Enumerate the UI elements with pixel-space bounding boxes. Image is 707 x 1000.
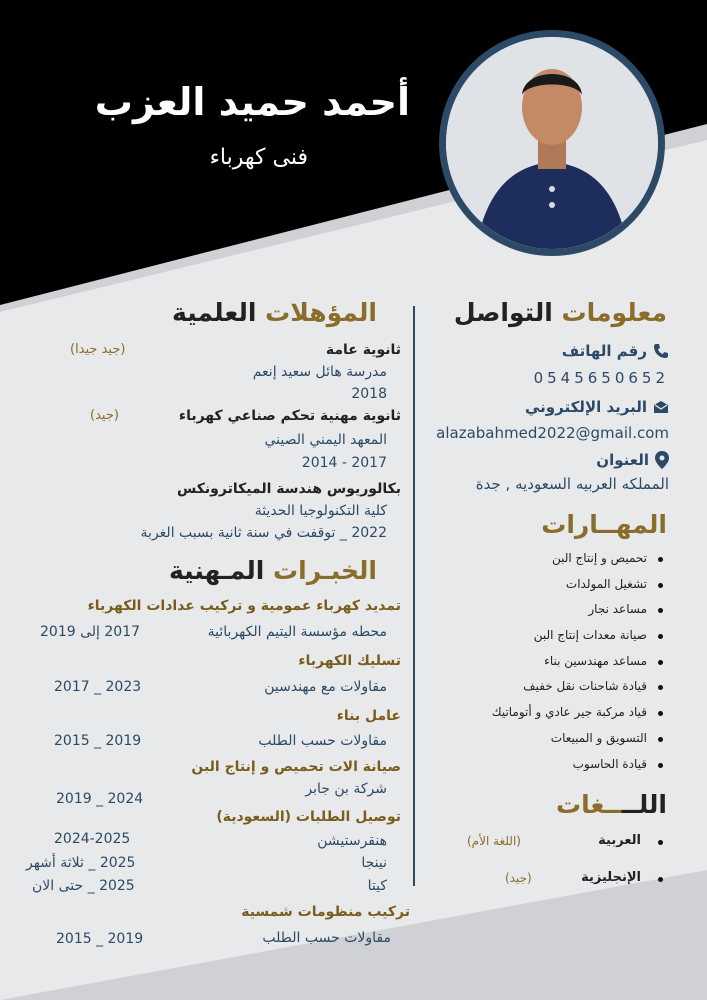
skills-title-part: ـارات (541, 510, 608, 539)
experience-title-part: الخبـرات (273, 556, 377, 585)
qualification-note: 2022 _ توقفت في سنة ثانية بسبب الغربة (140, 525, 387, 541)
qualification-title: بكالوريوس هندسة الميكاترونكس (176, 481, 401, 497)
languages-title-part: اللــ (621, 790, 667, 819)
languages-title-part: ــغات (556, 790, 622, 819)
phone-row (562, 342, 669, 360)
experience-employer: نينجا (361, 855, 387, 871)
profile-photo (439, 30, 665, 256)
experience-date: 2024-2025 (54, 831, 131, 847)
languages-section-title (556, 790, 667, 819)
experience-employer: مقاولات حسب الطلب (262, 930, 391, 946)
experience-date: 2015 _ 2019 (54, 733, 142, 749)
skill-item: تحميص و إنتاج البن (457, 546, 667, 572)
column-divider (413, 306, 415, 886)
experience-section-title (169, 556, 377, 585)
phone-number: 0545650652 (533, 369, 669, 387)
email-row (525, 398, 669, 416)
qualification-grade: (جيد جيدا) (70, 342, 126, 357)
experience-title: تسليك الكهرباء (298, 653, 401, 669)
experience-employer: هنقرستيشن (317, 833, 387, 849)
experience-employer: مقاولات حسب الطلب (258, 733, 387, 749)
experience-title-part: المـهنية (168, 556, 265, 585)
language-name: الإنجليزية (581, 870, 641, 885)
skill-item: قيادة الحاسوب (457, 752, 667, 778)
person-avatar-icon (446, 37, 658, 249)
language-name: العربية (598, 833, 641, 848)
contact-section-title (454, 298, 667, 327)
experience-employer: كيتا (367, 878, 387, 894)
language-level: (اللغة الأم) (467, 834, 521, 848)
skill-item: قيادة شاحنات نقل خفيف (457, 674, 667, 700)
experience-date: 2017 إلى 2019 (40, 624, 141, 640)
phone-icon (653, 343, 669, 359)
skills-section-title (541, 510, 667, 539)
address-value: المملكه العربيه السعوديه , جدة (475, 475, 669, 493)
qualification-year: 2014 - 2017 (301, 455, 387, 471)
envelope-icon (653, 400, 669, 414)
experience-title: صيانة الات تحميص و إنتاج البن (191, 759, 401, 775)
qualification-school: كلية التكنولوجيا الحديثة (254, 503, 387, 519)
qualification-year: 2018 (351, 386, 387, 402)
experience-employer: شركة بن جابر (305, 781, 387, 797)
qualifications-section-title (172, 298, 377, 327)
experience-title: تمديد كهرباء عمومية و تركيب عدادات الكهرباء (87, 598, 401, 614)
language-item (467, 870, 667, 890)
skill-item: قياد مركبة جير عادي و أتوماتيك (457, 700, 667, 726)
skills-title-part: المهـ (607, 510, 667, 539)
skill-item: صيانة معدات إنتاج البن (457, 623, 667, 649)
experience-date: 2025 _ حتى الان (32, 878, 135, 894)
skill-item: التسويق و المبيعات (457, 726, 667, 752)
qualifications-title-part: العلمية (172, 298, 257, 327)
experience-date: 2025 _ ثلاثة أشهر (26, 855, 136, 871)
skills-list (457, 546, 667, 777)
contact-title-part: التواصل (453, 298, 553, 327)
experience-date: 2015 _ 2019 (56, 931, 144, 947)
phone-label: رقم الهاتف (561, 342, 647, 360)
qualification-title: ثانوية عامة (325, 342, 401, 358)
email-address[interactable]: alazabahmed2022@gmail.com (436, 424, 669, 442)
location-pin-icon (655, 451, 669, 469)
skill-item: مساعد مهندسين بناء (457, 649, 667, 675)
qualifications-title-part: المؤهلات (265, 298, 377, 327)
language-level: (جيد) (505, 871, 532, 885)
qualification-school: مدرسة هائل سعيد إنعم (252, 364, 387, 380)
experience-employer: مقاولات مع مهندسين (264, 679, 387, 695)
experience-title: توصيل الطلبات (السعودية) (216, 809, 401, 825)
job-title: فنى كهرباء (209, 145, 308, 170)
experience-date: 2017 _ 2023 (54, 679, 142, 695)
contact-title-part: معلومات (561, 298, 667, 327)
qualification-title: ثانوية مهنية تحكم صناعي كهرباء (178, 408, 401, 424)
skill-item: مساعد نجار (457, 597, 667, 623)
experience-employer: محطه مؤسسة اليتيم الكهربائية (207, 624, 387, 640)
email-label: البريد الإلكتروني (525, 398, 647, 416)
language-item (467, 833, 667, 853)
address-row (596, 451, 669, 469)
experience-title: تركيب منظومات شمسية (241, 904, 410, 920)
address-label: العنوان (596, 451, 649, 469)
experience-date: 2019 _ 2024 (56, 791, 144, 807)
qualification-grade: (جيد) (90, 408, 119, 423)
skill-item: تشغيل المولدات (457, 572, 667, 598)
qualification-school: المعهد اليمني الصيني (264, 432, 387, 448)
experience-title: عامل بناء (336, 708, 401, 724)
person-name: أحمد حميد العزب (94, 80, 410, 124)
